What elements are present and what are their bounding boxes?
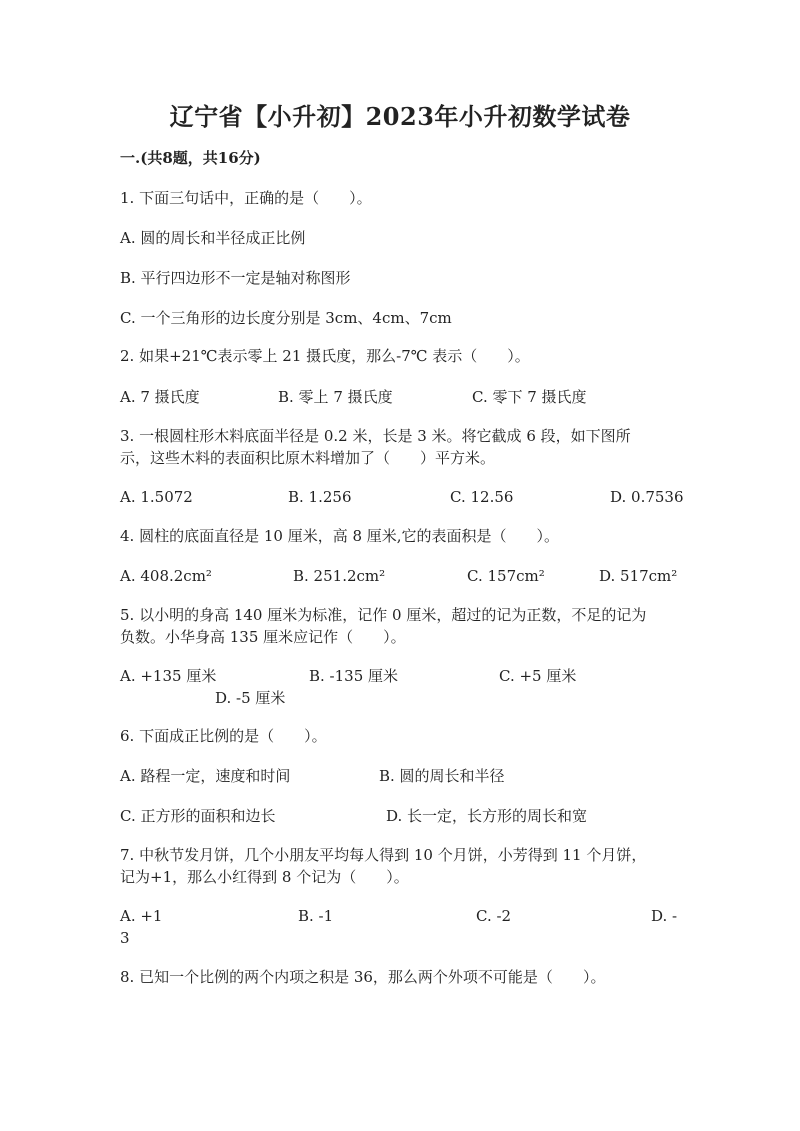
question-1-option-a: A. 圆的周长和半径成正比例 bbox=[120, 229, 306, 247]
question-5-option-a: A. +135 厘米 bbox=[120, 667, 217, 685]
question-2-option-b: B. 零上 7 摄氏度 bbox=[278, 388, 393, 406]
question-7-option-a: A. +1 bbox=[120, 907, 163, 925]
question-7-option-c: C. -2 bbox=[476, 907, 512, 925]
question-4-option-b: B. 251.2cm² bbox=[293, 567, 386, 585]
question-7-option-d-wrap: 3 bbox=[120, 929, 130, 947]
question-1-option-c: C. 一个三角形的边长度分别是 3cm、4cm、7cm bbox=[120, 309, 452, 327]
question-8-stem: 8. 已知一个比例的两个内项之积是 36，那么两个外项不可能是（ ）。 bbox=[120, 968, 606, 986]
question-3-option-d: D. 0.7536 bbox=[610, 488, 684, 506]
question-4-option-a: A. 408.2cm² bbox=[120, 567, 212, 585]
question-4-option-d: D. 517cm² bbox=[599, 567, 678, 585]
question-3-stem-line1: 3. 一根圆柱形木料底面半径是 0.2 米，长是 3 米。将它截成 6 段，如下图所 bbox=[120, 427, 631, 445]
question-2-option-a: A. 7 摄氏度 bbox=[120, 388, 200, 406]
question-6-option-d: D. 长一定，长方形的周长和宽 bbox=[386, 807, 588, 825]
question-2-stem: 2. 如果+21℃表示零上 21 摄氏度，那么-7℃ 表示（ ）。 bbox=[120, 347, 530, 365]
question-5-stem-line2: 负数。小华身高 135 厘米应记作（ ）。 bbox=[120, 628, 406, 646]
question-1-option-b: B. 平行四边形不一定是轴对称图形 bbox=[120, 269, 351, 287]
question-7-stem-line1: 7. 中秋节发月饼，几个小朋友平均每人得到 10 个月饼，小芳得到 11 个月饼， bbox=[120, 846, 647, 864]
question-4-option-c: C. 157cm² bbox=[467, 567, 545, 585]
question-6-stem: 6. 下面成正比例的是（ ）。 bbox=[120, 727, 327, 745]
question-3-option-c: C. 12.56 bbox=[450, 488, 514, 506]
question-6-option-c: C. 正方形的面积和边长 bbox=[120, 807, 276, 825]
question-5-option-d: D. -5 厘米 bbox=[215, 689, 286, 707]
question-6-option-a: A. 路程一定，速度和时间 bbox=[120, 767, 291, 785]
question-7-stem-line2: 记为+1，那么小红得到 8 个记为（ ）。 bbox=[120, 868, 409, 886]
question-3-option-b: B. 1.256 bbox=[288, 488, 352, 506]
question-7-option-b: B. -1 bbox=[298, 907, 334, 925]
question-4-stem: 4. 圆柱的底面直径是 10 厘米，高 8 厘米,它的表面积是（ ）。 bbox=[120, 527, 560, 545]
question-7-option-d: D. - bbox=[651, 907, 678, 925]
question-2-option-c: C. 零下 7 摄氏度 bbox=[472, 388, 587, 406]
question-6-option-b: B. 圆的周长和半径 bbox=[379, 767, 505, 785]
question-3-stem-line2: 示，这些木料的表面积比原木料增加了（ ）平方米。 bbox=[120, 449, 496, 467]
page-title: 辽宁省【小升初】2023年小升初数学试卷 bbox=[169, 102, 631, 131]
question-1-stem: 1. 下面三句话中，正确的是（ ）。 bbox=[120, 189, 372, 207]
section-heading: 一.(共8题，共16分) bbox=[120, 149, 261, 167]
question-3-option-a: A. 1.5072 bbox=[120, 488, 193, 506]
question-5-stem-line1: 5. 以小明的身高 140 厘米为标准，记作 0 厘米，超过的记为正数，不足的记为 bbox=[120, 606, 647, 624]
question-5-option-b: B. -135 厘米 bbox=[309, 667, 399, 685]
question-5-option-c: C. +5 厘米 bbox=[499, 667, 577, 685]
